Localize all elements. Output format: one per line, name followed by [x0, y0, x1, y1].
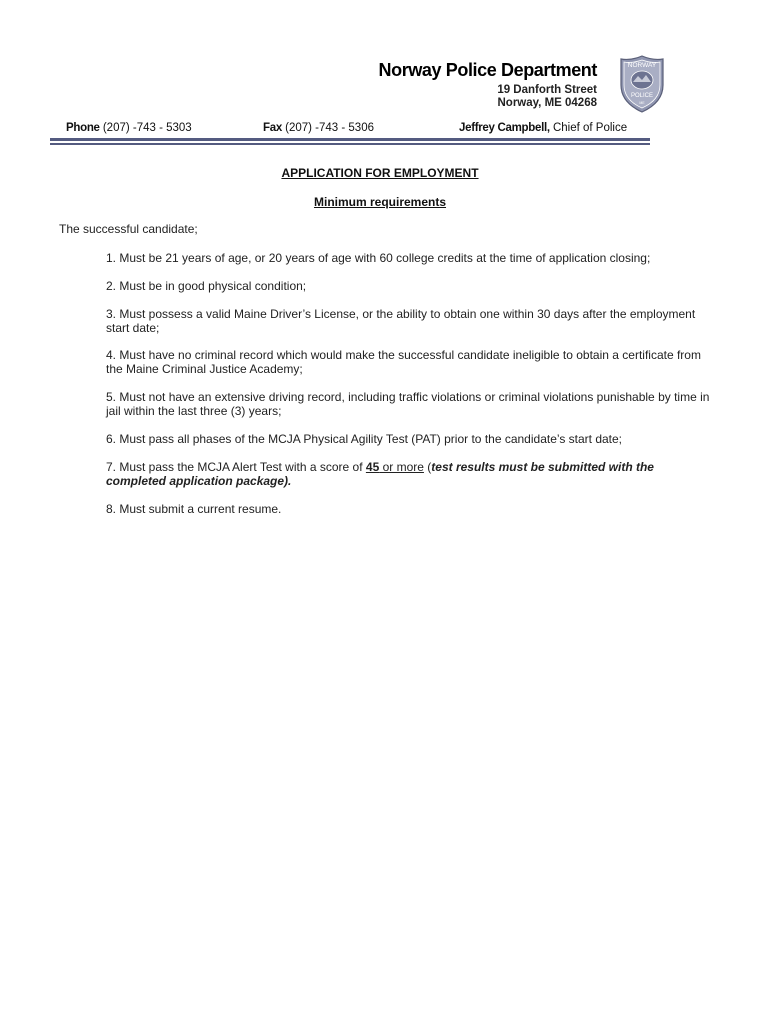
police-seal-icon: [618, 55, 666, 113]
chief-title: Chief of Police: [552, 122, 628, 134]
requirement-7: [106, 460, 710, 488]
requirement-7-score: 45: [365, 460, 380, 474]
seal-text-small: ME: [639, 101, 645, 105]
requirement-7-prefix: 7. Must pass the MCJA Alert Test with a score of: [106, 460, 366, 474]
requirement-1: 1. Must be 21 years of age, or 20 years of age with 60 college credits at the time of application closing;: [106, 251, 651, 265]
requirement-8: 8. Must submit a current resume.: [106, 502, 282, 516]
header-rule-top: [50, 138, 650, 141]
seal-text-bottom: POLICE: [630, 93, 654, 99]
document-title: APPLICATION FOR EMPLOYMENT: [281, 166, 479, 180]
requirement-7-paren: (: [423, 460, 432, 474]
requirement-2: 2. Must be in good physical condition;: [106, 279, 307, 293]
chief-info: [459, 122, 627, 134]
phone-value: (207) -743 - 5303: [102, 122, 192, 134]
address-line-2: Norway, ME 04268: [497, 97, 597, 109]
intro-text: The successful candidate;: [59, 222, 198, 236]
requirement-3: 3. Must possess a valid Maine Driver’s License, or the ability to obtain one within 30 days after the employment start date;: [106, 307, 696, 335]
header-rule-bottom: [50, 143, 650, 145]
chief-name: Jeffrey Campbell,: [459, 122, 550, 134]
requirement-6: 6. Must pass all phases of the MCJA Physical Agility Test (PAT) prior to the candidate’s start date;: [106, 432, 623, 446]
fax-info: [263, 122, 374, 134]
address-line-1: 19 Danforth Street: [497, 84, 597, 96]
requirement-7-more: or more: [379, 460, 424, 474]
document-subtitle: Minimum requirements: [313, 195, 447, 209]
requirement-4: 4. Must have no criminal record which would make the successful candidate ineligible to obtain a certificate from the Maine Criminal Justice Academy;: [106, 348, 701, 376]
department-name: Norway Police Department: [378, 60, 597, 80]
requirement-7-emphasis: test results must be submitted with the completed application package).: [106, 460, 654, 488]
fax-value: (207) -743 - 5306: [285, 122, 374, 134]
fax-label: Fax: [263, 122, 282, 134]
phone-label: Phone: [66, 122, 100, 134]
requirement-5: 5. Must not have an extensive driving record, including traffic violations or criminal violations punishable by time in jail within the last three (3) years;: [106, 390, 710, 418]
seal-text-top: NORWAY: [627, 62, 657, 69]
phone-info: [66, 122, 192, 134]
